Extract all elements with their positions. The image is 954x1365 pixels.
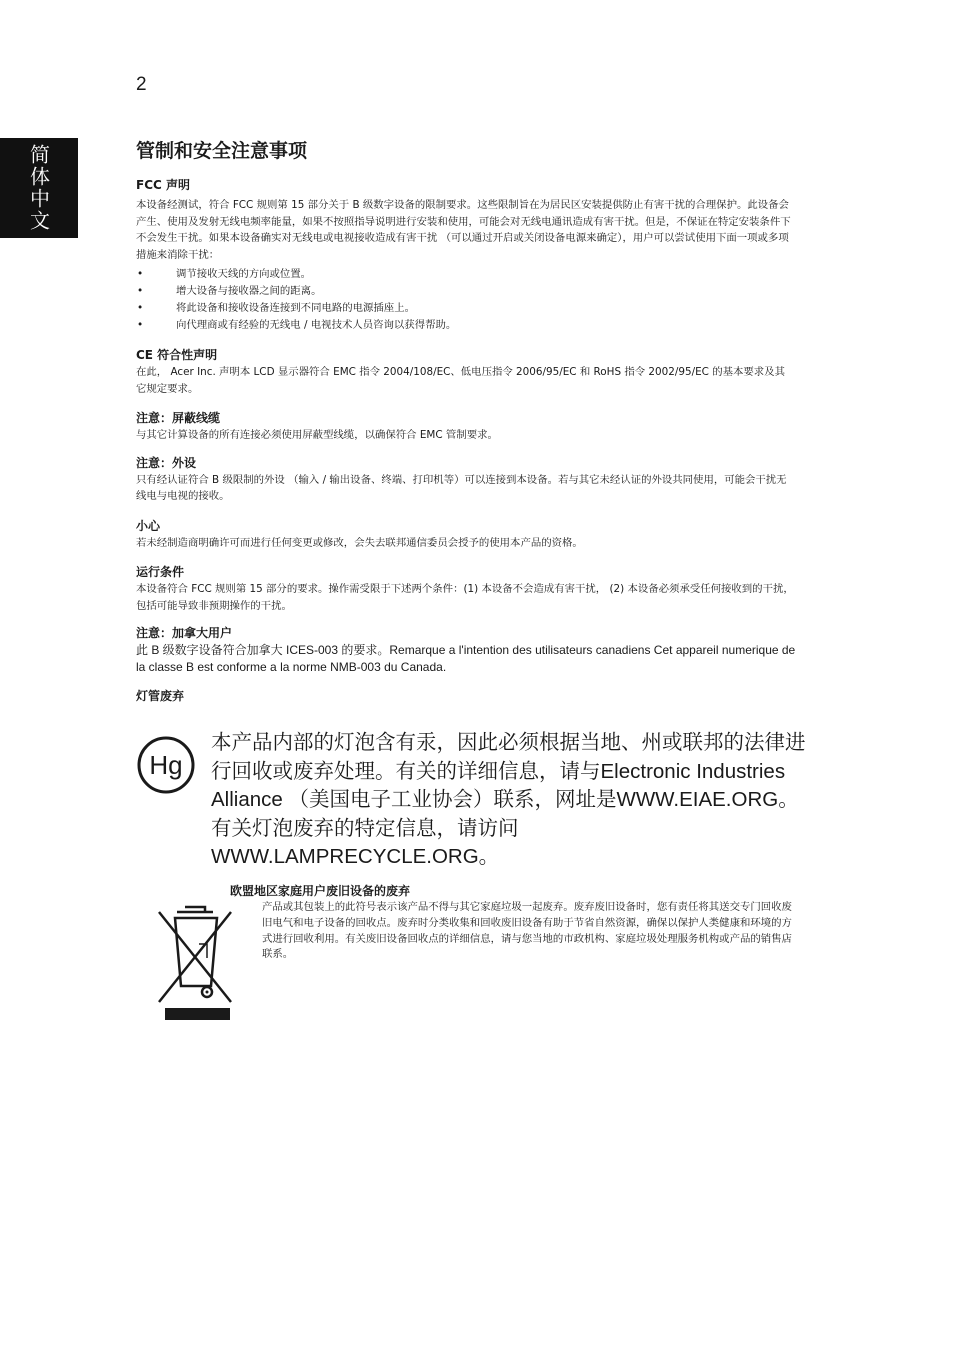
peripheral-section <box>136 454 796 505</box>
operation-body: 本设备符合 FCC 规则第 15 部分的要求。操作需受限于下述两个条件：(1) 本设备不会造成有害干扰， (2) 本设备必须承受任何接收到的干扰，包括可能导致非预期操作的干扰。 <box>136 583 794 612</box>
canada-heading: 注意：加拿大用户 <box>136 626 233 640</box>
language-side-tab-label: 简体中文 <box>26 144 51 232</box>
page-title: 管制和安全注意事项 <box>136 140 308 162</box>
mercury-hg-icon <box>136 735 196 795</box>
ce-body: 在此， Acer Inc. 声明本 LCD 显示器符合 EMC 指令 2004/108/EC、低电压指令 2006/95/EC 和 RoHS 指令 2002/95/EC 的基本要求及其它规定要求。 <box>136 366 785 395</box>
fcc-body: 本设备经测试，符合 FCC 规则第 15 部分关于 B 级数字设备的限制要求。这些限制旨在为居民区安装提供防止有害干扰的合理保护。此设备会产生、使用及发射无线电频率能量，如果不按照指导说明进行安装和使用，可能会对无线电通讯造成有害干扰。但是，不保证在特定安装条件下不会发生干扰。如果本设备确实对无线电或电视接收造成有害干扰 （可以通过开启或关闭设备电源来确定），用户可以尝试使用下面一项或多项措施来消除干扰： <box>136 199 791 261</box>
caution-heading: 小心 <box>136 518 161 533</box>
fcc-heading: FCC 声明 <box>136 178 190 192</box>
lamp-notice <box>136 715 806 868</box>
page-number: 2 <box>136 74 147 95</box>
mercury-hg-icon-label: Hg <box>149 750 183 780</box>
lamp-body: 本产品内部的灯泡含有汞，因此必须根据当地、州或联邦的法律进行回收或废弃处理。有关的详细信息，请与Electronic Industries Alliance （美国电子工业协会）联系，网址是WWW.EIAE.ORG。有关灯泡废弃的特定信息，请访问 WWW.LAMPRECYCLE.ORG。 <box>211 731 806 868</box>
caution-section <box>136 517 796 552</box>
list-item: • 调节接收天线的方向或位置。 <box>136 266 796 283</box>
weee-heading: 欧盟地区家庭用户废旧设备的废弃 <box>230 884 411 898</box>
shielded-body: 与其它计算设备的所有连接必须使用屏蔽型线缆，以确保符合 EMC 管制要求。 <box>136 429 498 441</box>
lamp-heading: 灯管废弃 <box>136 689 185 703</box>
list-item: • 将此设备和接收设备连接到不同电路的电源插座上。 <box>136 300 796 317</box>
lamp-section <box>136 687 806 868</box>
ce-heading: CE 符合性声明 <box>136 348 218 362</box>
peripheral-heading: 注意：外设 <box>136 455 197 470</box>
list-item: • 向代理商或有经验的无线电 / 电视技术人员咨询以获得帮助。 <box>136 317 796 334</box>
fcc-section <box>136 176 796 334</box>
weee-body: 产品或其包装上的此符号表示该产品不得与其它家庭垃圾一起废弃。废弃废旧设备时，您有责任将其送交专门回收废旧电气和电子设备的回收点。废弃时分类收集和回收废旧设备有助于节省自然资源，确保以保护人类健康和环境的方式进行回收利用。有关废旧设备回收点的详细信息，请与您当地的市政机构、家庭垃圾处理服务机构或产品的销售店联系。 <box>262 901 792 961</box>
canada-body: 此 B 级数字设备符合加拿大 ICES-003 的要求。Remarque a l'intention des utilisateurs canadiens Cet appareil numerique de la classe B est conforme a la norme NMB-003 du Canada. <box>136 643 796 674</box>
fcc-measures-list <box>136 266 796 334</box>
shielded-section <box>136 409 796 444</box>
caution-body: 若未经制造商明确许可而进行任何变更或修改，会失去联邦通信委员会授予的使用本产品的资格。 <box>136 536 583 549</box>
operation-heading: 运行条件 <box>136 565 185 579</box>
canada-section <box>136 624 796 675</box>
page-content <box>136 138 806 868</box>
list-item: • 增大设备与接收器之间的距离。 <box>136 283 796 300</box>
shielded-heading: 注意：屏蔽线缆 <box>136 411 221 425</box>
ce-section <box>136 346 796 397</box>
weee-section <box>155 880 805 1030</box>
crossed-out-wheelie-bin-icon <box>155 904 235 1020</box>
peripheral-body: 只有经认证符合 B 级限制的外设 （输入 / 输出设备、终端、打印机等）可以连接到本设备。若与其它未经认证的外设共同使用，可能会干扰无线电与电视的接收。 <box>136 473 787 502</box>
operation-section <box>136 563 796 614</box>
language-side-tab <box>0 138 78 238</box>
